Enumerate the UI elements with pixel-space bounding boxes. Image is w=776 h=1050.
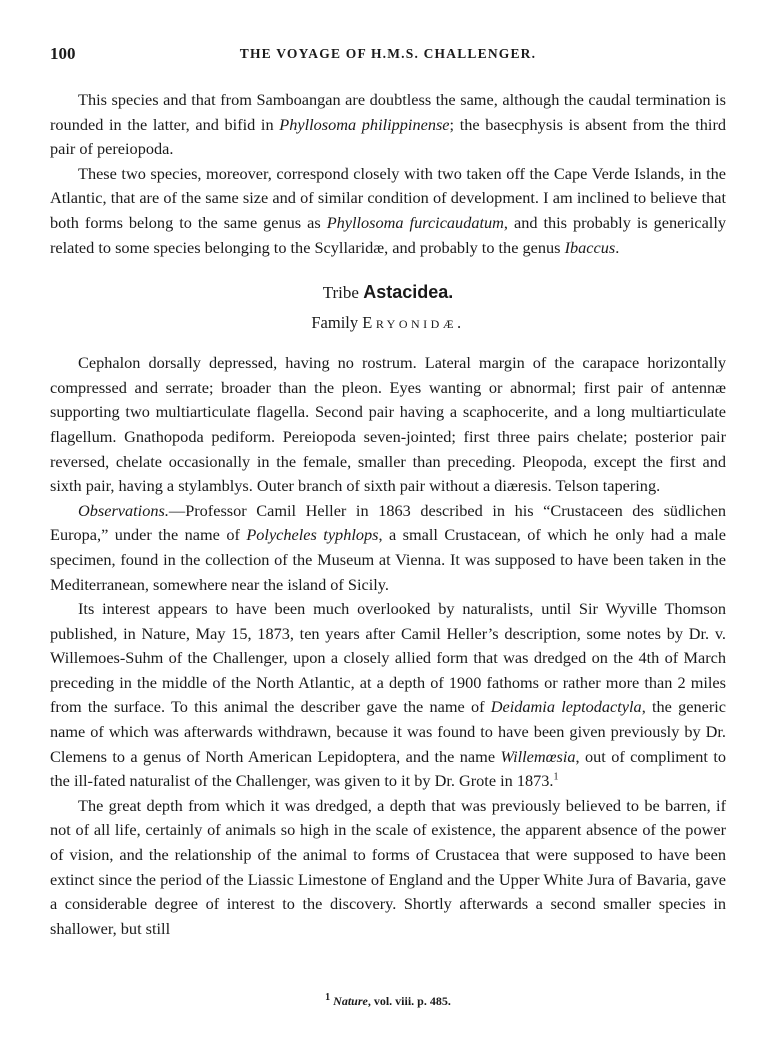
- running-title: THE VOYAGE OF H.M.S. CHALLENGER.: [239, 46, 537, 61]
- paragraph-depth-interest: The great depth from which it was dredged, a depth that was previously believed to be barren, if not of all life, certainly of animals so high in the scale of existence, the apparent absence of the power of vision, and the relationship of the animal to forms of Crustacea that were supposed to have been extinct since the period of the Liassic Limestone of England and the Upper White Jura of Bavaria, gave a considerable degree of interest to the discovery. Shortly afterwards a second smaller species in shallower, but still: [50, 795, 726, 938]
- footnote-marker: 1: [325, 992, 331, 1003]
- paragraph-willemoesia-history: Its interest appears to have been much overlooked by naturalists, until Sir Wyville Thomson published, in Nature, May 15, 1873, ten years after Camil Heller’s description, some notes by Dr. v. Willemoes-Suhm of the Challenger, upon a closely allied form that was dredged on the 4th of March preceding in the middle of the North Atlantic, at a depth of 1900 fathoms or rather more than 2 miles from the surface. To this animal the describer gave the name of Deidamia leptodactyla, the generic name of which was afterwards withdrawn, because it was found to have been given previously by Dr. Clemens to a genus of North American Lepidoptera, and the name Willemœsia, out of compliment to the ill-fated naturalist of the Challenger, was given to it by Dr. Grote in 1873.$^1$: [50, 599, 726, 791]
- paragraph-observations: Observations.—Professor Camil Heller in 1863 described in his “Crustaceen des südlichen Europa,” under the name of Polycheles typhlops, a small Crustacean, of which he only had a male specimen, found in the collection of the Museum at Vienna. It was supposed to have been taken in the Mediterranean, somewhere near the island of Sicily.: [50, 500, 726, 594]
- paragraph-caudal-termination: This species and that from Samboangan are doubtless the same, although the caudal termination is rounded in the latter, and bifid in Phyllosoma philippinense; the basecphysis is absent from the third pair of pereiopoda.: [50, 90, 727, 159]
- running-head: [50, 40, 726, 66]
- footnote-reference: 1: [553, 771, 559, 783]
- tribe-heading: Tribe Astacidea.: [322, 282, 454, 303]
- family-heading: Family Eryonidæ.: [311, 313, 465, 333]
- paragraph-cape-verde-species: These two species, moreover, correspond closely with two taken off the Cape Verde Islands, in the Atlantic, that are of the same size and of similar condition of development. I am inclined to believe that both forms belong to the same genus as Phyllosoma furcicaudatum, and this probably is generically related to some species belonging to the Scyllaridæ, and probably to the genus Ibaccus.: [50, 163, 726, 257]
- page-number: 100: [50, 44, 76, 63]
- page: [50, 40, 726, 941]
- footnote: $^1$ Nature, vol. viii. p. 485.: [325, 992, 451, 1008]
- tribe-name: Astacidea.: [363, 282, 454, 303]
- family-name: Eryonidæ.: [362, 313, 465, 333]
- paragraph-family-diagnosis: Cephalon dorsally depressed, having no rostrum. Lateral margin of the carapace horizontally compressed and serrate; broader than the pleon. Eyes wanting or abnormal; first pair of antennæ supporting two multiarticulate flagella. Second pair having a scaphocerite, and a long multiarticulate flagellum. Gnathopoda pediform. Pereiopoda seven-jointed; first three pairs chelate; posterior pair reversed, chelate occasionally in the female, smaller than preceding. Pleopoda, except the first and sixth pair, having a stylamblys. Outer branch of sixth pair without a diæresis. Telson tapering.: [50, 353, 726, 496]
